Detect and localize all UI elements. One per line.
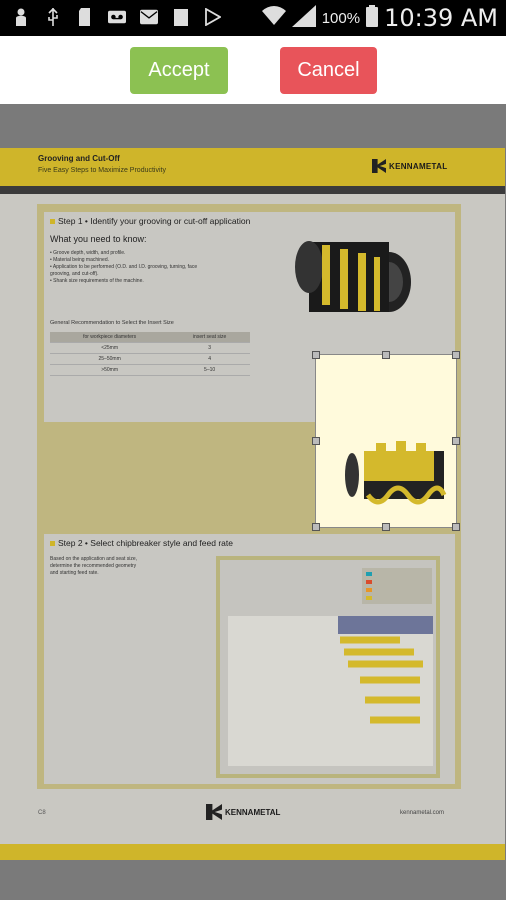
email-icon bbox=[140, 7, 158, 27]
step2-title: Step 2 • Select chipbreaker style and feed rate bbox=[50, 538, 233, 548]
step1-need: What you need to know: bbox=[50, 234, 147, 244]
brand-logo bbox=[372, 159, 447, 173]
footer-logo bbox=[206, 804, 280, 820]
signal-icon bbox=[292, 5, 316, 32]
brand-name: KENNAMETAL bbox=[389, 161, 448, 171]
grooved-part-illustration bbox=[294, 227, 414, 317]
clipboard-icon bbox=[172, 7, 190, 27]
battery-icon bbox=[366, 5, 378, 32]
bullet: • Shank size requirements of the machine. bbox=[50, 278, 144, 284]
document-viewer[interactable] bbox=[0, 104, 506, 900]
battery-percent: 100% bbox=[321, 9, 361, 27]
table-row: >50mm 5–10 bbox=[50, 365, 250, 376]
footer-band bbox=[0, 844, 505, 860]
voicemail-icon bbox=[108, 7, 126, 27]
crop-handle-bottom[interactable] bbox=[382, 523, 390, 531]
crop-handle-left[interactable] bbox=[312, 437, 320, 445]
footer-url: kennametal.com bbox=[400, 810, 445, 816]
page-header-subtitle: Five Easy Steps to Maximize Productivity bbox=[38, 167, 166, 174]
page-header bbox=[0, 148, 505, 186]
crop-handle-top-left[interactable] bbox=[312, 351, 320, 359]
general-recommendation: General Recommendation to Select the Insert Size bbox=[50, 320, 174, 326]
bullet: • Application to be performed (O.D. and I.D. grooving, turning, face grooving, and cut-off). bbox=[50, 264, 198, 277]
accept-button[interactable]: Accept bbox=[130, 47, 228, 94]
step1-bullets bbox=[50, 250, 200, 285]
step1-title: Step 1 • Identify your grooving or cut-off application bbox=[50, 216, 250, 226]
crop-handle-right[interactable] bbox=[452, 437, 460, 445]
crop-handle-bottom-left[interactable] bbox=[312, 523, 320, 531]
clock: 10:39 AM bbox=[384, 4, 498, 32]
footer-brand-name: KENNAMETAL bbox=[225, 807, 281, 817]
feed-rate-chart-page bbox=[216, 556, 440, 778]
step2-text: Based on the application and seat size, determine the recommended geometry and starting feed rate. bbox=[50, 556, 138, 576]
page-header-title: Grooving and Cut-Off bbox=[38, 154, 120, 163]
bullet: • Material being machined. bbox=[50, 257, 110, 263]
table-row: <25mm 3 bbox=[50, 343, 250, 354]
sd-card-icon bbox=[76, 7, 94, 27]
page-content bbox=[37, 204, 461, 789]
bullet: • Groove depth, width, and profile. bbox=[50, 250, 126, 256]
feed-rate-chart bbox=[220, 560, 436, 774]
part-cross-section bbox=[316, 355, 454, 525]
play-store-icon bbox=[204, 7, 222, 27]
wifi-icon bbox=[262, 6, 286, 31]
brand-logo-icon bbox=[372, 159, 386, 173]
footer-logo-icon bbox=[206, 804, 222, 820]
table-row: 25–50mm 4 bbox=[50, 354, 250, 365]
cancel-button[interactable]: Cancel bbox=[280, 47, 377, 94]
insert-size-table bbox=[50, 332, 250, 376]
crop-handle-bottom-right[interactable] bbox=[452, 523, 460, 531]
step2-section bbox=[44, 534, 455, 784]
document-page bbox=[0, 148, 505, 860]
table-header: for workpiece diameters bbox=[50, 332, 169, 343]
header-band bbox=[0, 186, 505, 194]
table-header: insert seat size bbox=[169, 332, 250, 343]
status-bar bbox=[0, 0, 506, 36]
page-number: C8 bbox=[38, 810, 46, 816]
person-icon bbox=[12, 7, 30, 27]
crop-handle-top-right[interactable] bbox=[452, 351, 460, 359]
usb-icon bbox=[44, 7, 62, 27]
action-bar bbox=[0, 36, 506, 104]
crop-selection[interactable] bbox=[315, 354, 457, 528]
crop-handle-top[interactable] bbox=[382, 351, 390, 359]
